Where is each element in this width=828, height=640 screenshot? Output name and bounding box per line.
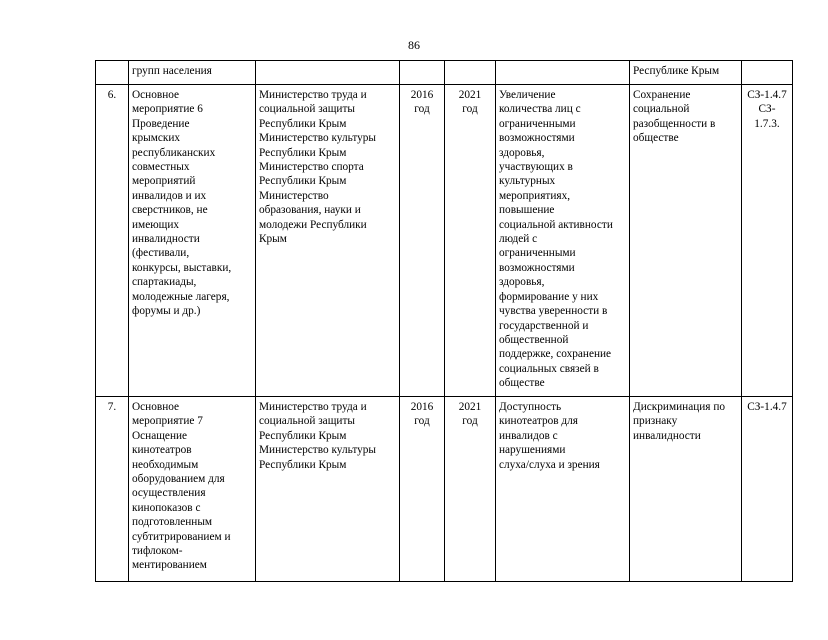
expected-outcome: Доступность кинотеатров для инвалидов с нарушениями слуха/слуха и зрения <box>496 397 630 582</box>
cell-end <box>445 61 496 85</box>
executor: Министерство труда и социальной защиты Республики Крым Министерство культуры Республики Крым <box>256 397 400 582</box>
cell-outcome <box>496 61 630 85</box>
row-number: 6. <box>96 85 129 397</box>
executor: Министерство труда и социальной защиты Республики Крым Министерство культуры Республики Крым Министерство спорта Республики Крым Министерство образования, науки и молодежи Республики Крым <box>256 85 400 397</box>
cell-code <box>742 61 793 85</box>
table-row <box>96 397 793 582</box>
table-row <box>96 85 793 397</box>
page-number: 86 <box>408 38 420 52</box>
measure-name: Основное мероприятие 6 Проведение крымских республиканских совместных мероприятий инвалидов и их сверстников, не имеющих инвалидности (фестивали, конкурсы, выставки, спартакиады, молодежные лагеря, форумы и др.) <box>129 85 256 397</box>
risk-consequence: Сохранение социальной разобщенности в обществе <box>630 85 742 397</box>
cell-name: групп населения <box>129 61 256 85</box>
cell-start <box>400 61 445 85</box>
cell-executor <box>256 61 400 85</box>
expected-outcome: Увеличение количества лиц с ограниченными возможностями здоровья, участвующих в культурных мероприятиях, повышение социальной активности людей с ограниченными возможностями здоровья, формирование у них чувства уверенности в государственной и общественной поддержке, сохранение социальных связей в обществе <box>496 85 630 397</box>
row-number: 7. <box>96 397 129 582</box>
start-year: 2016 год <box>400 85 445 397</box>
start-year: 2016 год <box>400 397 445 582</box>
table-row-continuation <box>96 61 793 85</box>
cell-num <box>96 61 129 85</box>
cell-risk: Республике Крым <box>630 61 742 85</box>
measures-table <box>95 60 793 582</box>
indicator-code: СЗ-1.4.7 <box>742 397 793 582</box>
risk-consequence: Дискриминация по признаку инвалидности <box>630 397 742 582</box>
end-year: 2021 год <box>445 397 496 582</box>
end-year: 2021 год <box>445 85 496 397</box>
indicator-code: СЗ-1.4.7 СЗ- 1.7.3. <box>742 85 793 397</box>
measure-name: Основное мероприятие 7 Оснащение кинотеатров необходимым оборудованием для осуществления кинопоказов с подготовленным субтитрированием и тифлоком- ментированием <box>129 397 256 582</box>
